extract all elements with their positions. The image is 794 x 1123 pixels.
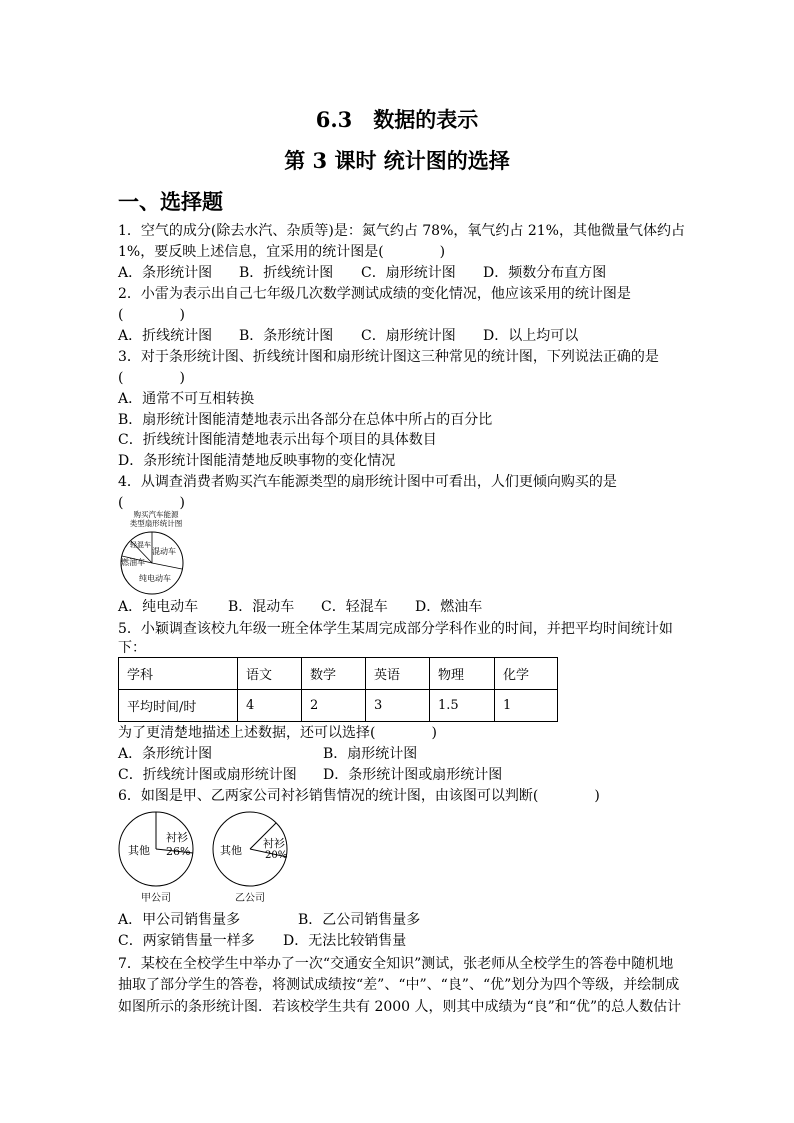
- page-title: 6.3 数据的表示: [315, 107, 479, 132]
- q5-stem-line2: 下：: [118, 640, 146, 656]
- q1-option-c[interactable]: C．扇形统计图: [361, 265, 456, 281]
- page-subtitle: 第 3 课时 统计图的选择: [284, 148, 510, 173]
- q6-option-d[interactable]: D．无法比较销售量: [283, 933, 407, 949]
- q2-option-a[interactable]: A．折线统计图: [118, 328, 213, 344]
- pie-label-fuel: 燃油车: [121, 558, 145, 567]
- q5-options-row1: [118, 744, 417, 764]
- table-cell: 数学: [302, 658, 366, 690]
- table-cell: 物理: [430, 658, 495, 690]
- q3-option-a[interactable]: A．通常不可互相转换: [118, 391, 255, 407]
- q4-stem-line1: 4．从调查消费者购买汽车能源类型的扇形统计图中可看出，人们更倾向购买的是: [118, 474, 617, 490]
- pie-label-electric: 纯电动车: [139, 574, 171, 583]
- q3-option-c[interactable]: C．折线统计图能清楚地表示出每个项目的具体数目: [118, 432, 437, 448]
- homework-time-table: [118, 657, 558, 722]
- company-b-percent-label: 20%: [265, 850, 288, 861]
- q3-option-b[interactable]: B．扇形统计图能清楚地表示出各部分在总体中所占的百分比: [118, 412, 493, 428]
- q2-option-c[interactable]: C．扇形统计图: [361, 328, 456, 344]
- q5-stem-line1: 5．小颖调查该校九年级一班全体学生某周完成部分学科作业的时间，并把平均时间统计如: [118, 621, 673, 637]
- q7-stem-line2: 抽取了部分学生的答卷，将测试成绩按“差”、“中”、“良”、“优”划分为四个等级，并绘制成: [118, 977, 680, 993]
- q4-option-c[interactable]: C．轻混车: [321, 599, 388, 615]
- q5-options-row2: [118, 765, 502, 785]
- energy-chart-title-line1: 购买汽车能源: [133, 510, 179, 519]
- q6-option-c[interactable]: C．两家销售量一样多: [118, 933, 255, 949]
- company-b-other-label: 其他: [220, 844, 242, 857]
- table-cell: 4: [238, 690, 302, 722]
- table-cell: 语文: [238, 658, 302, 690]
- q4-option-a[interactable]: A．纯电动车: [118, 599, 199, 615]
- q6-options-row2: [118, 931, 406, 951]
- company-a-pie-chart: [116, 809, 202, 905]
- q1-option-d[interactable]: D．频数分布直方图: [483, 265, 607, 281]
- table-cell: 1.5: [430, 690, 495, 722]
- pie-label-hybrid: 混动车: [152, 547, 176, 556]
- table-cell: 化学: [495, 658, 558, 690]
- q7-stem-line3: 如图所示的条形统计图．若该校学生共有 2000 人，则其中成绩为“良”和“优”的总人数估计: [118, 999, 682, 1015]
- company-b-caption: 乙公司: [235, 893, 265, 904]
- q4-stem-line2: ( ): [118, 495, 185, 511]
- table-cell: 1: [495, 690, 558, 722]
- q1-options: [118, 263, 606, 283]
- company-b-shirt-label: 衬衫: [263, 837, 285, 850]
- table-row: [119, 690, 558, 722]
- company-a-caption: 甲公司: [141, 893, 171, 904]
- q2-stem-line2: ( ): [118, 307, 185, 323]
- q5-option-c[interactable]: C．折线统计图或扇形统计图: [118, 767, 297, 783]
- company-a-other-label: 其他: [128, 844, 150, 857]
- q1-option-a[interactable]: A．条形统计图: [118, 265, 213, 281]
- q2-options: [118, 326, 578, 346]
- q5-option-a[interactable]: A．条形统计图: [118, 746, 213, 762]
- table-cell: 平均时间/时: [119, 690, 238, 722]
- energy-pie-divider-2: [152, 563, 182, 569]
- q2-option-b[interactable]: B．条形统计图: [239, 328, 334, 344]
- q6-stem-line1: 6．如图是甲、乙两家公司衬衫销售情况的统计图，由该图可以判断( ): [118, 788, 600, 804]
- q6-option-b[interactable]: B．乙公司销售量多: [298, 912, 421, 928]
- table-header-row: [119, 658, 558, 690]
- company-b-pie-chart: [210, 809, 296, 905]
- q6-option-a[interactable]: A．甲公司销售量多: [118, 912, 241, 928]
- table-cell: 3: [366, 690, 430, 722]
- q5-option-d[interactable]: D．条形统计图或扇形统计图: [323, 767, 503, 783]
- energy-chart-title-line2: 类型扇形统计图: [129, 519, 183, 528]
- q4-option-d[interactable]: D．燃油车: [415, 599, 483, 615]
- q1-option-b[interactable]: B．折线统计图: [239, 265, 334, 281]
- q5-option-b[interactable]: B．扇形统计图: [323, 746, 418, 762]
- table-cell: 学科: [119, 658, 238, 690]
- table-cell: 英语: [366, 658, 430, 690]
- q4-option-b[interactable]: B．混动车: [228, 599, 295, 615]
- q7-stem-line1: 7．某校在全校学生中举办了一次“交通安全知识”测试，张老师从全校学生的答卷中随机地: [118, 956, 674, 972]
- q4-options: [118, 597, 482, 617]
- q6-options-row1: [118, 910, 420, 930]
- section-title: 一、选择题: [118, 190, 223, 214]
- q3-stem-line1: 3．对于条形统计图、折线统计图和扇形统计图这三种常见的统计图，下列说法正确的是: [118, 349, 659, 365]
- q3-stem-line2: ( ): [118, 370, 185, 386]
- company-a-percent-label: 26%: [166, 845, 191, 858]
- q3-option-d[interactable]: D．条形统计图能清楚地反映事物的变化情况: [118, 453, 396, 469]
- company-a-shirt-label: 衬衫: [166, 831, 188, 844]
- q1-stem-line2: 1%，要反映上述信息，宜采用的统计图是( ): [118, 244, 446, 260]
- energy-type-pie-chart: [112, 509, 198, 597]
- pie-label-mild-hybrid: 轻混车: [130, 541, 151, 549]
- table-cell: 2: [302, 690, 366, 722]
- q2-stem-line1: 2．小雷为表示出自己七年级几次数学测试成绩的变化情况，他应该采用的统计图是: [118, 286, 631, 302]
- q5-stem-line3: 为了更清楚地描述上述数据，还可以选择( ): [118, 725, 437, 741]
- q1-stem-line1: 1．空气的成分(除去水汽、杂质等)是：氮气约占 78%，氧气约占 21%，其他微量气体约占: [118, 223, 685, 239]
- q2-option-d[interactable]: D．以上均可以: [483, 328, 579, 344]
